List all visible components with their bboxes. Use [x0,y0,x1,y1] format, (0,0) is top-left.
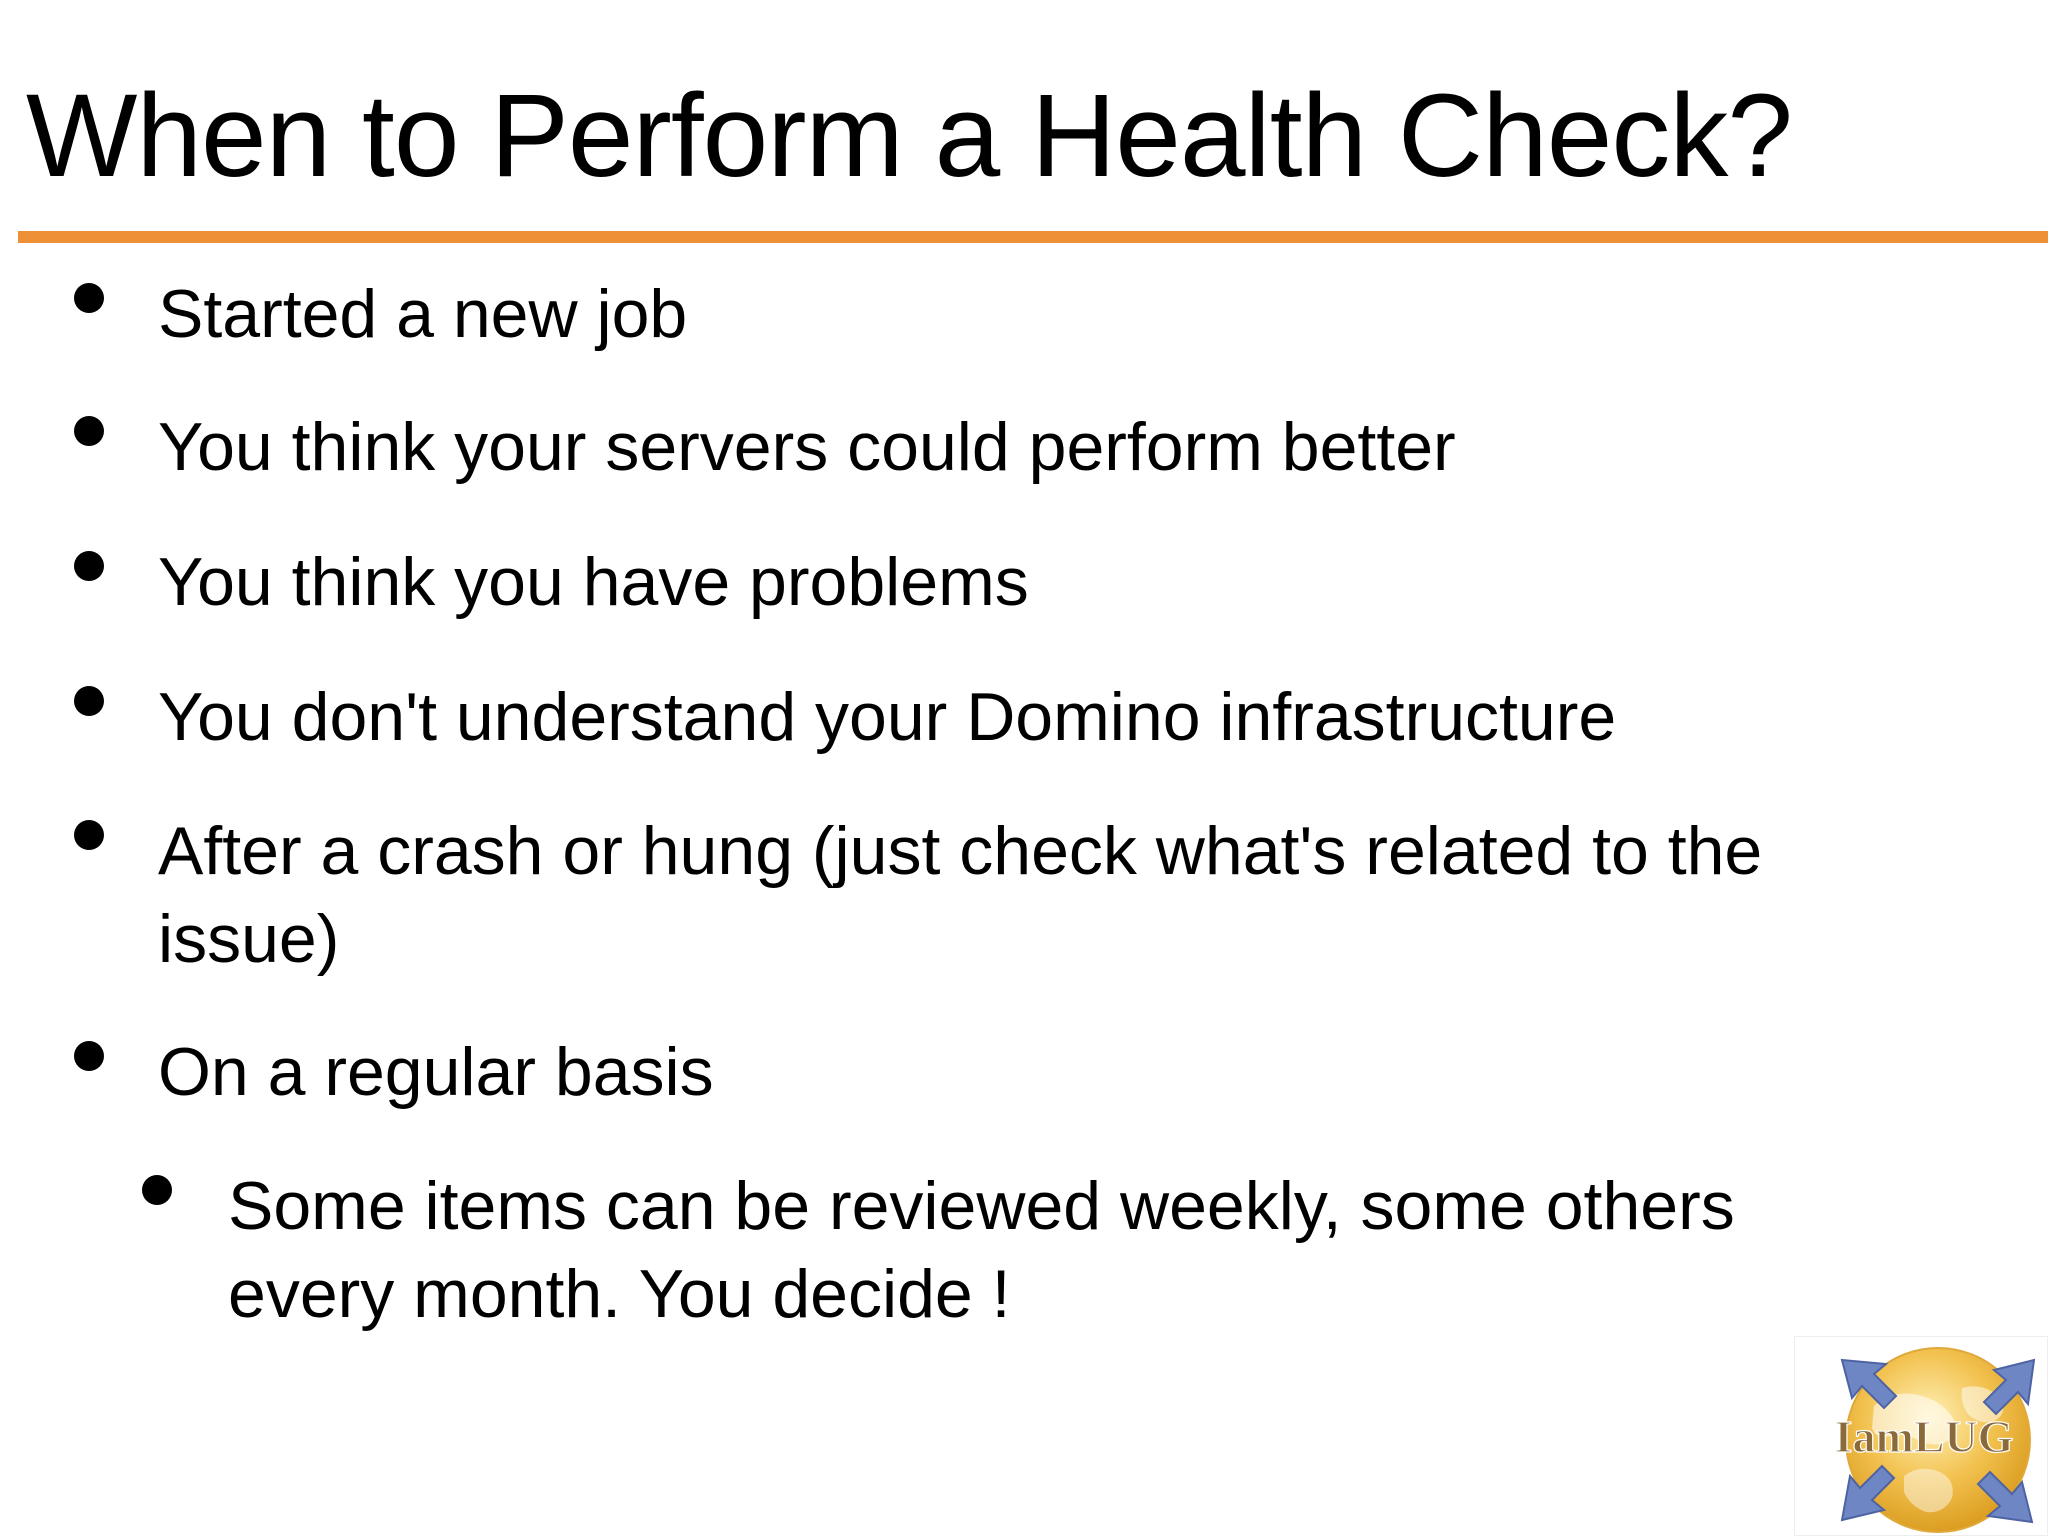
bullet-item [158,807,1762,895]
bullet-dot [74,551,104,581]
bullet-text: every month. You decide ! [228,1256,1011,1332]
bullet-item [158,673,1616,761]
iamlug-logo [1794,1336,2048,1536]
bullet-item [158,270,687,358]
bullet-text: You think your servers could perform better [158,409,1456,485]
sub-bullet-item-continuation [228,1250,1011,1338]
bullet-dot [74,1041,104,1071]
slide-title: When to Perform a Health Check? [26,70,1793,202]
bullet-text: You think you have problems [158,544,1029,620]
globe-with-arrows-logo-icon [1794,1336,2048,1536]
bullet-text: issue) [158,901,340,977]
bullet-item [158,1028,714,1116]
bullet-text: Started a new job [158,276,688,352]
bullet-item [158,403,1456,491]
sub-bullet-item [228,1162,1735,1250]
bullet-dot [74,416,104,446]
bullet-text: After a crash or hung (just check what's related to the [158,813,1763,889]
bullet-dot [74,686,104,716]
bullet-item [158,538,1029,626]
bullet-dot [74,283,104,313]
bullet-item-continuation [158,895,339,983]
logo-text: IamLUG [1834,1411,2014,1462]
bullet-text: On a regular basis [158,1034,714,1110]
sub-bullet-dot [142,1175,172,1205]
bullet-text: Some items can be reviewed weekly, some others [228,1168,1735,1244]
bullet-text: You don't understand your Domino infrastructure [158,679,1617,755]
bullet-dot [74,820,104,850]
